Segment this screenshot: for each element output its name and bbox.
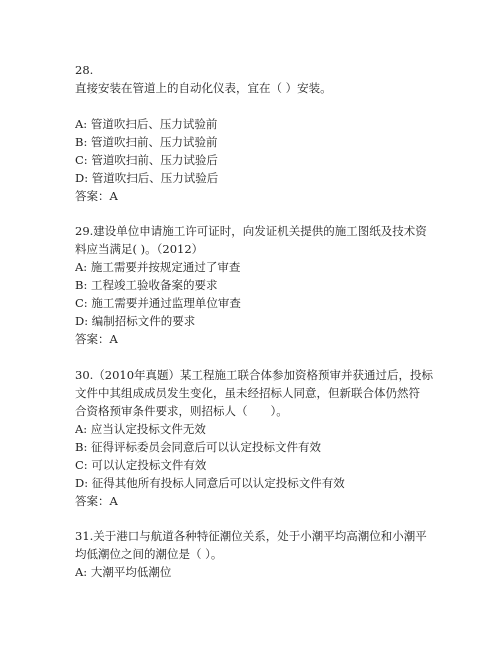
question-30-option-a: A: 应当认定投标文件无效 bbox=[75, 422, 206, 436]
question-29-option-c: C: 施工需要并通过监理单位审查 bbox=[75, 296, 241, 310]
question-31-stem-line-1: 31.关于港口与航道各种特征潮位关系，处于小潮平均高潮位和小潮平 bbox=[75, 529, 427, 543]
question-30-stem-line-3: 合资格预审条件要求，则招标人（ ）。 bbox=[75, 404, 288, 418]
question-30-option-d: D: 征得其他所有投标人同意后可以认定投标文件有效 bbox=[75, 476, 345, 490]
question-29-stem-line-1: 29.建设单位申请施工许可证时，向发证机关提供的施工图纸及技术资 bbox=[75, 224, 427, 238]
question-28-option-d: D: 管道吹扫后、压力试验后 bbox=[75, 171, 219, 185]
question-31-option-a: A: 大潮平均低潮位 bbox=[75, 565, 172, 579]
question-30-stem-line-2: 文件中其组成成员发生变化，虽未经招标人同意，但新联合体仍然符 bbox=[75, 386, 420, 400]
question-28-number: 28. bbox=[75, 63, 94, 77]
question-28-option-c: C: 管道吹扫前、压力试验后 bbox=[75, 153, 218, 167]
question-30-answer: 答案：A bbox=[75, 494, 118, 508]
question-29-option-b: B: 工程竣工验收备案的要求 bbox=[75, 278, 218, 292]
question-30-option-c: C: 可以认定投标文件有效 bbox=[75, 458, 207, 472]
question-28-option-b: B: 管道吹扫前、压力试验前 bbox=[75, 135, 218, 149]
question-30-stem-line-1: 30.（2010年真题）某工程施工联合体参加资格预审并获通过后，投标 bbox=[75, 368, 434, 382]
question-28-answer: 答案：A bbox=[75, 189, 118, 203]
question-29-answer: 答案：A bbox=[75, 332, 118, 346]
question-31-stem-line-2: 均低潮位之间的潮位是（ ）。 bbox=[75, 547, 223, 561]
question-29-stem-line-2: 料应当满足( )。（2012） bbox=[75, 242, 204, 256]
question-29-option-a: A: 施工需要并按规定通过了审查 bbox=[75, 260, 241, 274]
question-29-option-d: D: 编制招标文件的要求 bbox=[75, 314, 196, 328]
question-30-option-b: B: 征得评标委员会同意后可以认定投标文件有效 bbox=[75, 440, 321, 454]
question-28-option-a: A: 管道吹扫后、压力试验前 bbox=[75, 117, 218, 131]
question-28-stem: 直接安装在管道上的自动化仪表，宜在（ ）安装。 bbox=[75, 81, 332, 95]
